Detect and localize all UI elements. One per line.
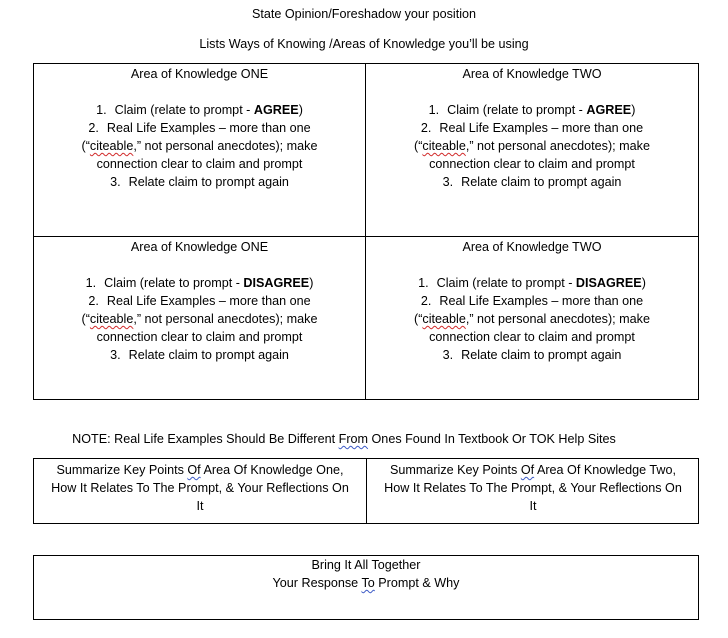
item-number: 3. <box>110 348 121 362</box>
spellcheck-word: citeable <box>422 312 466 326</box>
list-item: connection clear to claim and prompt <box>96 157 303 171</box>
cell-list <box>34 274 365 364</box>
list-item: connection clear to claim and prompt <box>429 157 635 171</box>
spellcheck-word: citeable <box>89 139 134 153</box>
aok-one-agree-cell <box>34 64 365 191</box>
cell-title: Area of Knowledge ONE <box>130 67 269 81</box>
item-number: 1. <box>418 276 429 290</box>
stance-label: AGREE <box>253 103 299 117</box>
list-item: (“citeable,” not personal anecdotes); make <box>414 312 650 326</box>
summary-aok-one: Summarize Key Points Of Area Of Knowledge One, How It Relates To The Prompt, & Your Reflections On It <box>51 463 349 513</box>
stance-label: AGREE <box>586 103 632 117</box>
item-number: 2. <box>420 121 432 135</box>
summary-aok-two: Summarize Key Points Of Area Of Knowledge Two, How It Relates To The Prompt, & Your Reflections On It <box>384 463 682 513</box>
list-item: (“citeable,” not personal anecdotes); make <box>414 139 650 153</box>
item-number: 1. <box>428 103 440 117</box>
cell-title: Area of Knowledge TWO <box>462 240 602 254</box>
cell-list <box>366 274 698 364</box>
header-subtitle: Lists Ways of Knowing /Areas of Knowledge you’ll be using <box>199 37 529 51</box>
list-item: 2. Real Life Examples – more than one <box>88 294 311 308</box>
item-number: 1. <box>85 276 97 290</box>
stance-label: DISAGREE <box>243 276 310 290</box>
list-item: 1. Claim (relate to prompt - DISAGREE) <box>85 276 314 290</box>
header-title: State Opinion/Foreshadow your position <box>251 7 477 21</box>
list-item: 3. Relate claim to prompt again <box>442 348 622 362</box>
aok-two-agree-cell <box>366 64 698 191</box>
item-number: 1. <box>96 103 107 117</box>
list-item: 2. Real Life Examples – more than one <box>420 121 644 135</box>
conclusion-title: Bring It All Together <box>311 558 421 572</box>
list-item: 2. Real Life Examples – more than one <box>420 294 644 308</box>
list-item: 3. Relate claim to prompt again <box>110 175 289 189</box>
list-item: 1. Claim (relate to prompt - AGREE) <box>96 103 303 117</box>
list-item: (“citeable,” not personal anecdotes); make <box>81 312 318 326</box>
list-item: (“citeable,” not personal anecdotes); make <box>81 139 318 153</box>
item-number: 2. <box>88 294 99 308</box>
spellcheck-word: citeable <box>422 139 466 153</box>
item-number: 3. <box>442 348 454 362</box>
spellcheck-word: citeable <box>89 312 134 326</box>
list-item: 1. Claim (relate to prompt - AGREE) <box>428 103 636 117</box>
aok-two-disagree-cell <box>366 237 698 364</box>
cell-list <box>34 101 365 191</box>
stance-label: DISAGREE <box>575 276 642 290</box>
list-item: 2. Real Life Examples – more than one <box>88 121 311 135</box>
list-item: connection clear to claim and prompt <box>96 330 303 344</box>
cell-title: Area of Knowledge ONE <box>130 240 269 254</box>
list-item: 3. Relate claim to prompt again <box>110 348 289 362</box>
item-number: 2. <box>88 121 99 135</box>
list-item: 3. Relate claim to prompt again <box>442 175 622 189</box>
item-number: 3. <box>442 175 454 189</box>
list-item: 1. Claim (relate to prompt - DISAGREE) <box>418 276 646 290</box>
conclusion-subtitle: Your Response To Prompt & Why <box>272 576 460 590</box>
cell-list <box>366 101 698 191</box>
list-item: connection clear to claim and prompt <box>429 330 635 344</box>
conclusion-text <box>33 556 699 592</box>
note-text: NOTE: Real Life Examples Should Be Different From Ones Found In Textbook Or TOK Help Sites <box>72 432 616 446</box>
item-number: 2. <box>420 294 432 308</box>
item-number: 3. <box>110 175 121 189</box>
cell-title: Area of Knowledge TWO <box>462 67 602 81</box>
aok-one-disagree-cell <box>34 237 365 364</box>
